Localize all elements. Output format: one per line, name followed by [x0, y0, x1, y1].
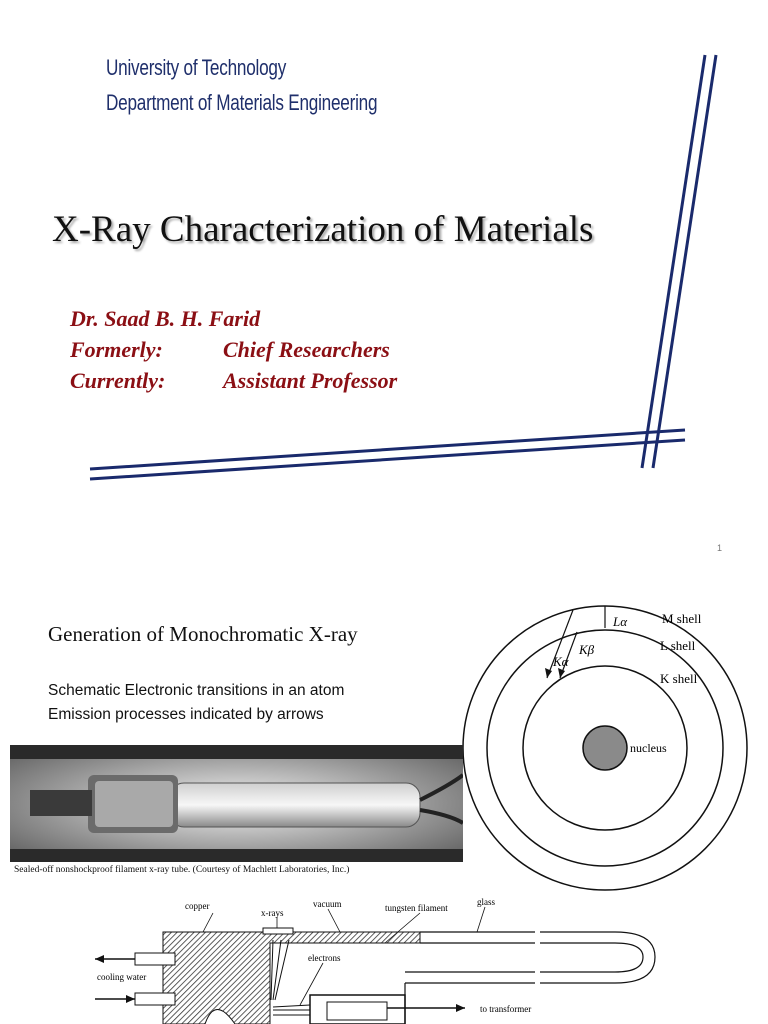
electrons-label: electrons — [308, 953, 341, 963]
slide-title: Generation of Monochromatic X-ray — [48, 622, 358, 646]
l-shell-label: L shell — [660, 638, 696, 653]
xray-tube-photo — [10, 745, 463, 862]
subtitle-line-1: Schematic Electronic transitions in an atom — [48, 682, 345, 699]
to-transformer-label: to transformer — [480, 1004, 532, 1014]
subtitle-line-2: Emission processes indicated by arrows — [48, 706, 324, 723]
page-number: 1 — [716, 543, 722, 553]
k-beta-label: Kβ — [579, 642, 595, 657]
nucleus-label: nucleus — [630, 741, 667, 755]
k-alpha-label: Kα — [553, 654, 569, 669]
university-name: University of Technology — [106, 55, 287, 80]
glass-label: glass — [477, 897, 495, 907]
atom-shell-diagram — [455, 600, 755, 900]
copper-label: copper — [185, 901, 210, 911]
x-rays-label: x-rays — [261, 908, 284, 918]
vacuum-label: vacuum — [313, 899, 342, 909]
nucleus-circle — [583, 726, 627, 770]
formerly-value: Chief Researchers — [223, 337, 390, 362]
l-alpha-label: Lα — [613, 614, 628, 629]
slide-title: X-Ray Characterization of Materials — [52, 209, 594, 250]
formerly-label: Formerly: — [70, 337, 163, 362]
xray-tube-schematic — [95, 895, 665, 1024]
department-name: Department of Materials Engineering — [106, 90, 378, 115]
k-shell-label: K shell — [660, 671, 698, 686]
author-name: Dr. Saad B. H. Farid — [70, 306, 261, 331]
photo-caption: Sealed-off nonshockproof filament x-ray tube. (Courtesy of Machlett Laboratories, Inc.) — [14, 865, 350, 875]
currently-label: Currently: — [70, 368, 166, 393]
currently-value: Assistant Professor — [223, 368, 398, 393]
cooling-water-label: cooling water — [97, 972, 147, 982]
m-shell-label: M shell — [662, 611, 702, 626]
tungsten-filament-label: tungsten filament — [385, 903, 448, 913]
content-slide — [0, 570, 768, 1024]
